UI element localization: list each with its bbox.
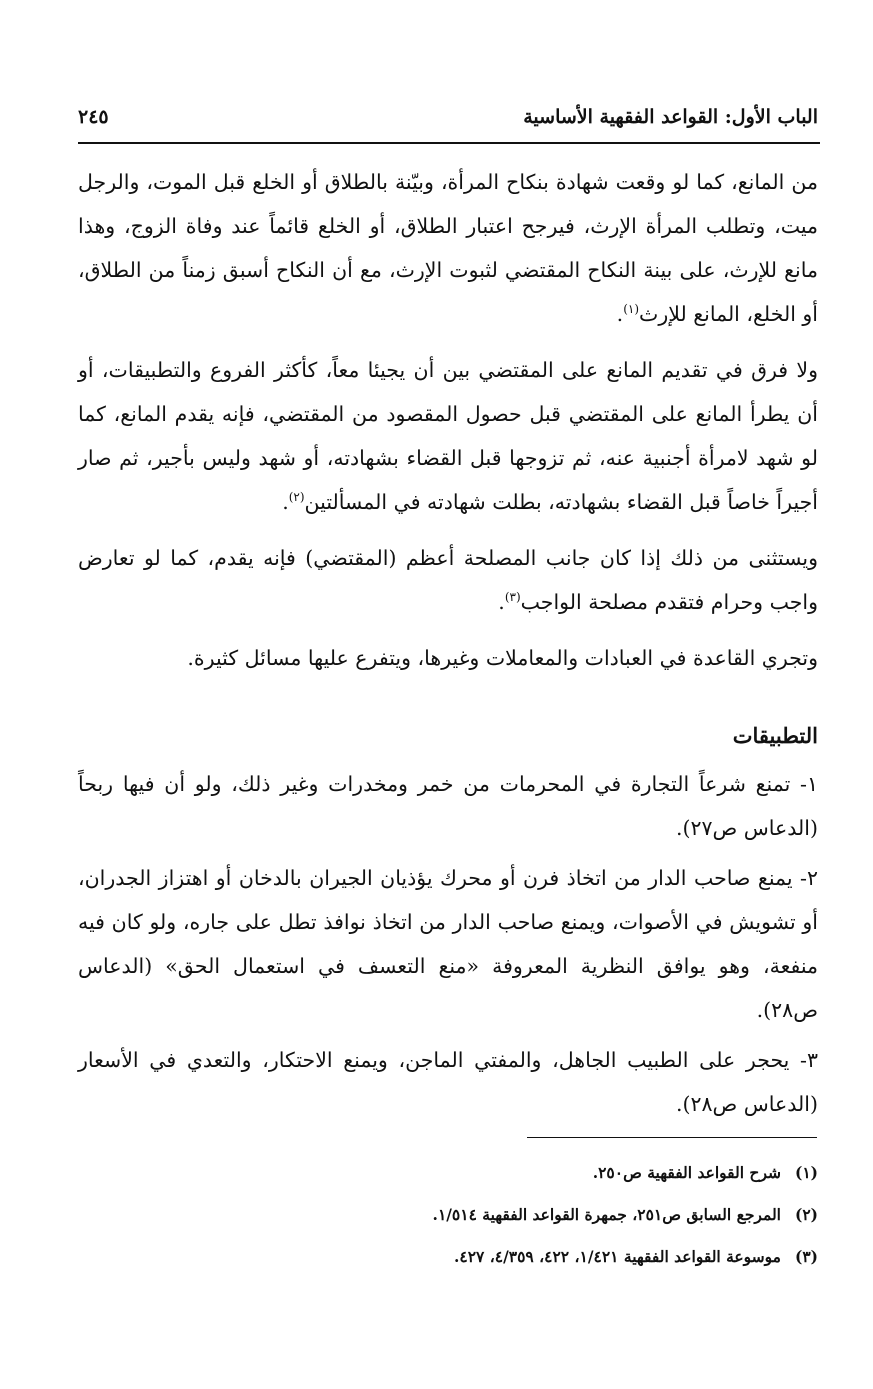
running-title: الباب الأول: القواعد الفقهية الأساسية [523, 106, 818, 128]
paragraph-text: من المانع، كما لو وقعت شهادة بنكاح المرأة، وبيّنة بالطلاق أو الخلع قبل الموت، والرجل ميت، وتطلب المرأة الإرث، فيرجح اعتبار الطلاق، أو الخلع قائماً عند وفاة الزوج، وهذا مانع للإرث، على بينة النكاح المقتضي لثبوت الإرث، مع أن النكاح أسبق زمناً من الطلاق، أو الخلع، المانع للإرث [78, 170, 818, 326]
footnote-rule [527, 1137, 817, 1138]
paragraph-tail: . [282, 490, 289, 514]
application-item-3: ٣- يحجر على الطبيب الجاهل، والمفتي الماجن، ويمنع الاحتكار، والتعدي في الأسعار (الدعاس ص٢٨). [78, 1048, 818, 1116]
footnote-ref-3[interactable]: (٣) [504, 590, 521, 605]
page-number: ٢٤٥ [78, 106, 109, 128]
footnote-number: (١) [794, 1163, 818, 1182]
paragraph-2 [78, 348, 818, 524]
footnote-text: موسوعة القواعد الفقهية ١/٤٢١، ٤٢٢، ٤/٣٥٩، ٤٢٧. [453, 1247, 781, 1266]
footnote-2 [78, 1194, 818, 1236]
paragraph-text: ولا فرق في تقديم المانع على المقتضي بين أن يجيئا معاً، كأكثر الفروع والتطبيقات، أو أن يطرأ المانع على المقتضي قبل حصول المقصود من المقتضي، فإنه يقدم المانع، كما لو شهد لامرأة أجنبية عنه، ثم تزوجها قبل القضاء بشهادته، أو شهد وليس بأجير، ثم صار أجيراً خاصاً قبل القضاء بشهادته، بطلت شهادته في المسألتين [78, 358, 818, 514]
paragraph-3 [78, 536, 818, 624]
paragraph-text: وتجري القاعدة في العبادات والمعاملات وغيرها، ويتفرع عليها مسائل كثيرة. [187, 646, 818, 670]
paragraph-tail: . [498, 590, 505, 614]
main-text [78, 160, 818, 1132]
paragraph-4 [78, 636, 818, 680]
footnote-text: المرجع السابق ص٢٥١، جمهرة القواعد الفقهية ١/٥١٤. [432, 1205, 781, 1224]
section-heading: التطبيقات [732, 723, 818, 748]
application-item-1: ١- تمنع شرعاً التجارة في المحرمات من خمر ومخدرات وغير ذلك، ولو أن فيها ربحاً (الدعاس ص٢٧). [78, 772, 818, 840]
running-header [78, 100, 818, 138]
footnote-number: (٣) [794, 1247, 818, 1266]
footnotes [78, 1152, 818, 1278]
footnote-number: (٢) [794, 1205, 818, 1224]
footnote-ref-1[interactable]: (١) [623, 302, 640, 317]
paragraph-1 [78, 160, 818, 336]
footnote-ref-2[interactable]: (٢) [288, 490, 305, 505]
application-item-2: ٢- يمنع صاحب الدار من اتخاذ فرن أو محرك يؤذيان الجيران بالدخان أو اهتزاز الجدران، أو تشويش في الأصوات، ويمنع صاحب الدار من اتخاذ نوافذ تطل على جاره، ولو كان فيه منفعة، وهو يوافق النظرية المعروفة «منع التعسف في استعمال الحق» (الدعاس ص٢٨). [78, 866, 818, 1022]
paragraph-tail: . [616, 302, 624, 326]
header-rule [78, 142, 820, 144]
paragraph-text: ويستثنى من ذلك إذا كان جانب المصلحة أعظم (المقتضي) فإنه يقدم، كما لو تعارض واجب وحرام فتقدم مصلحة الواجب [78, 546, 818, 614]
footnote-1 [78, 1152, 818, 1194]
footnote-text: شرح القواعد الفقهية ص٢٥٠. [592, 1163, 781, 1182]
footnote-3 [78, 1236, 818, 1278]
